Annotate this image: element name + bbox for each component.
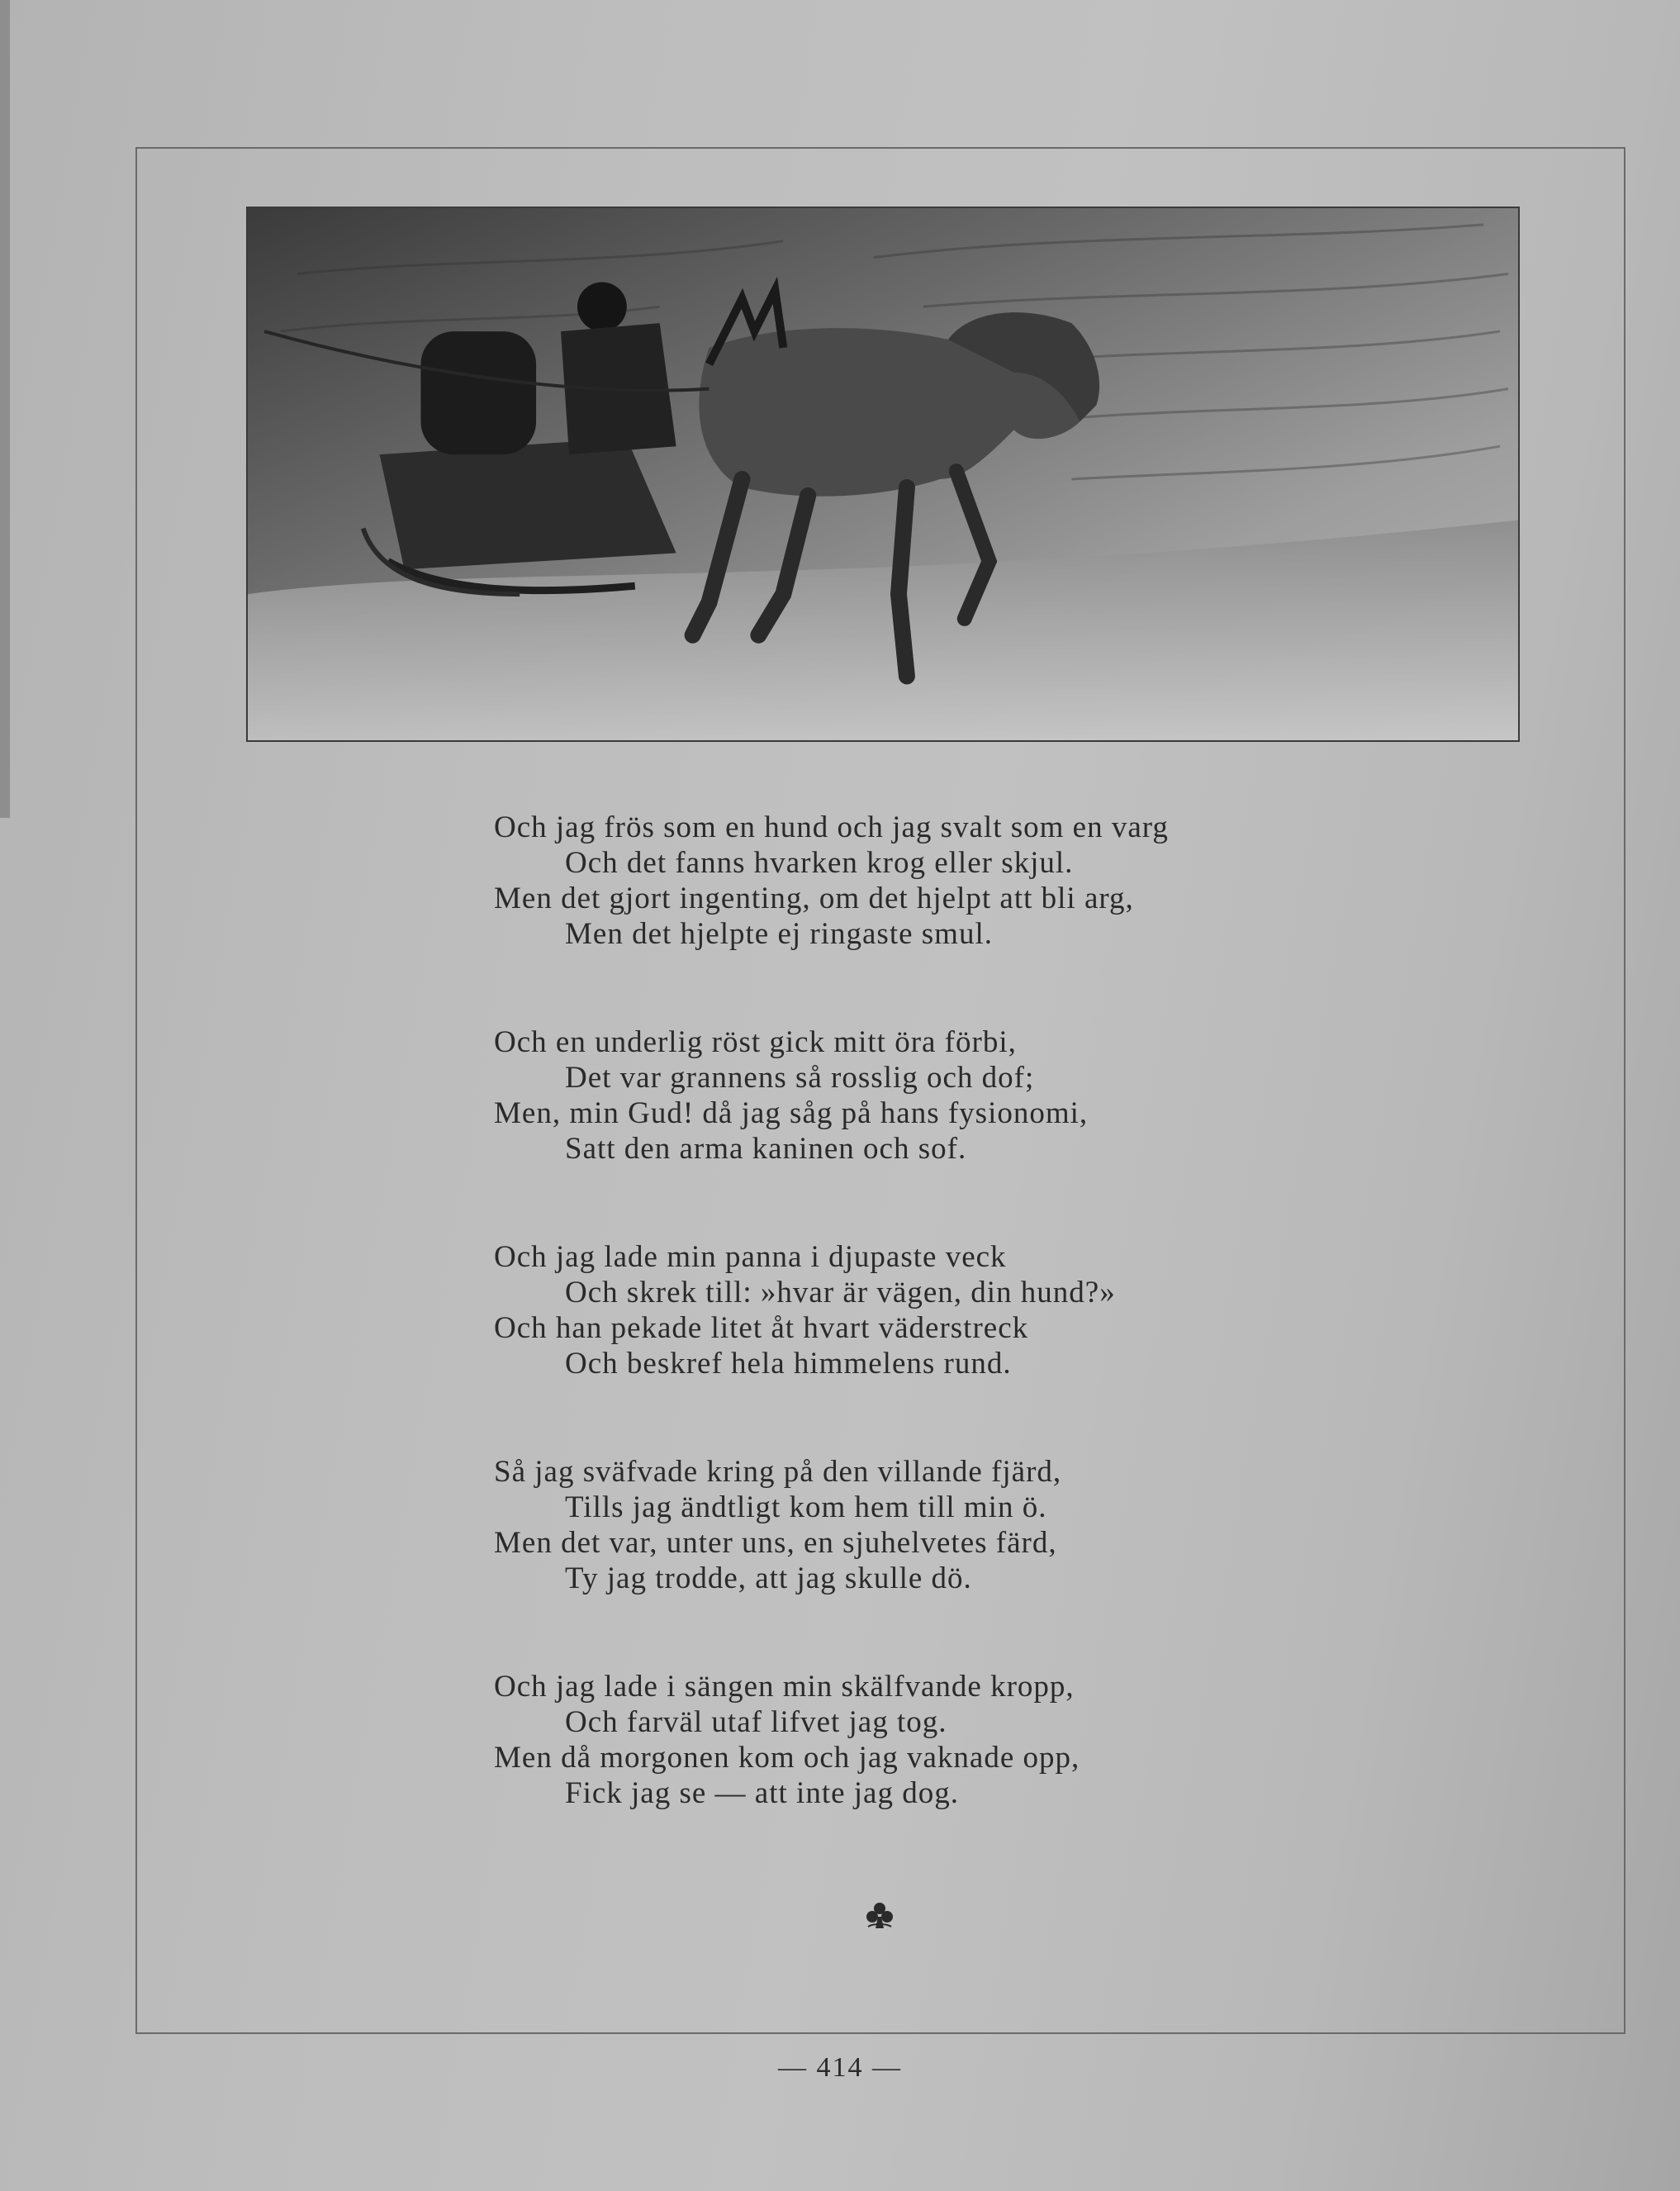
poem-stanza [494,1239,1320,1381]
poem-line: Men det gjort ingenting, om det hjelpt att bli arg, [494,882,1134,915]
club-ornament-icon [863,1900,896,1933]
poem-line: Och det fanns hvarken krog eller skjul. [565,846,1074,880]
poem-line: Och jag lade i sängen min skälfvande kropp, [494,1670,1075,1704]
poem-line: Men det hjelpte ej ringaste smul. [565,917,993,951]
poem-line: Så jag sväfvade kring på den villande fjärd, [494,1455,1062,1489]
poem-text [494,810,1320,1884]
poem-line: Och han pekade litet åt hvart väderstreck [494,1311,1029,1345]
poem-line: Och jag lade min panna i djupaste veck [494,1240,1007,1274]
page-number: — 414 — [778,2052,902,2083]
poem-line: Och jag frös som en hund och jag svalt som en varg [494,810,1169,844]
poem-line: Satt den arma kaninen och sof. [565,1132,967,1166]
passenger-figure [420,331,536,454]
poem-line: Men det var, unter uns, en sjuhelvetes färd, [494,1526,1057,1560]
sleigh-illustration [246,207,1520,742]
page-edge-shadow [0,0,10,818]
poem-stanza [494,1669,1320,1811]
poem-line: Och beskref hela himmelens rund. [565,1347,1012,1381]
driver-head [577,282,627,331]
poem-line: Tills jag ändtligt kom hem till min ö. [565,1490,1047,1524]
poem-line: Men då morgonen kom och jag vaknade opp, [494,1741,1080,1775]
poem-line: Men, min Gud! då jag såg på hans fysionomi, [494,1096,1089,1130]
poem-line: Och en underlig röst gick mitt öra förbi, [494,1025,1017,1059]
poem-stanza [494,1454,1320,1596]
poem-stanza [494,810,1320,952]
poem-line: Ty jag trodde, att jag skulle dö. [565,1561,972,1595]
poem-line: Och farväl utaf lifvet jag tog. [565,1705,947,1739]
poem-line: Och skrek till: »hvar är vägen, din hund?» [565,1276,1116,1309]
poem-stanza [494,1024,1320,1167]
sleigh-drawing [248,208,1518,740]
poem-line: Fick jag se — att inte jag dog. [565,1776,959,1810]
poem-line: Det var grannens så rosslig och dof; [565,1061,1035,1095]
